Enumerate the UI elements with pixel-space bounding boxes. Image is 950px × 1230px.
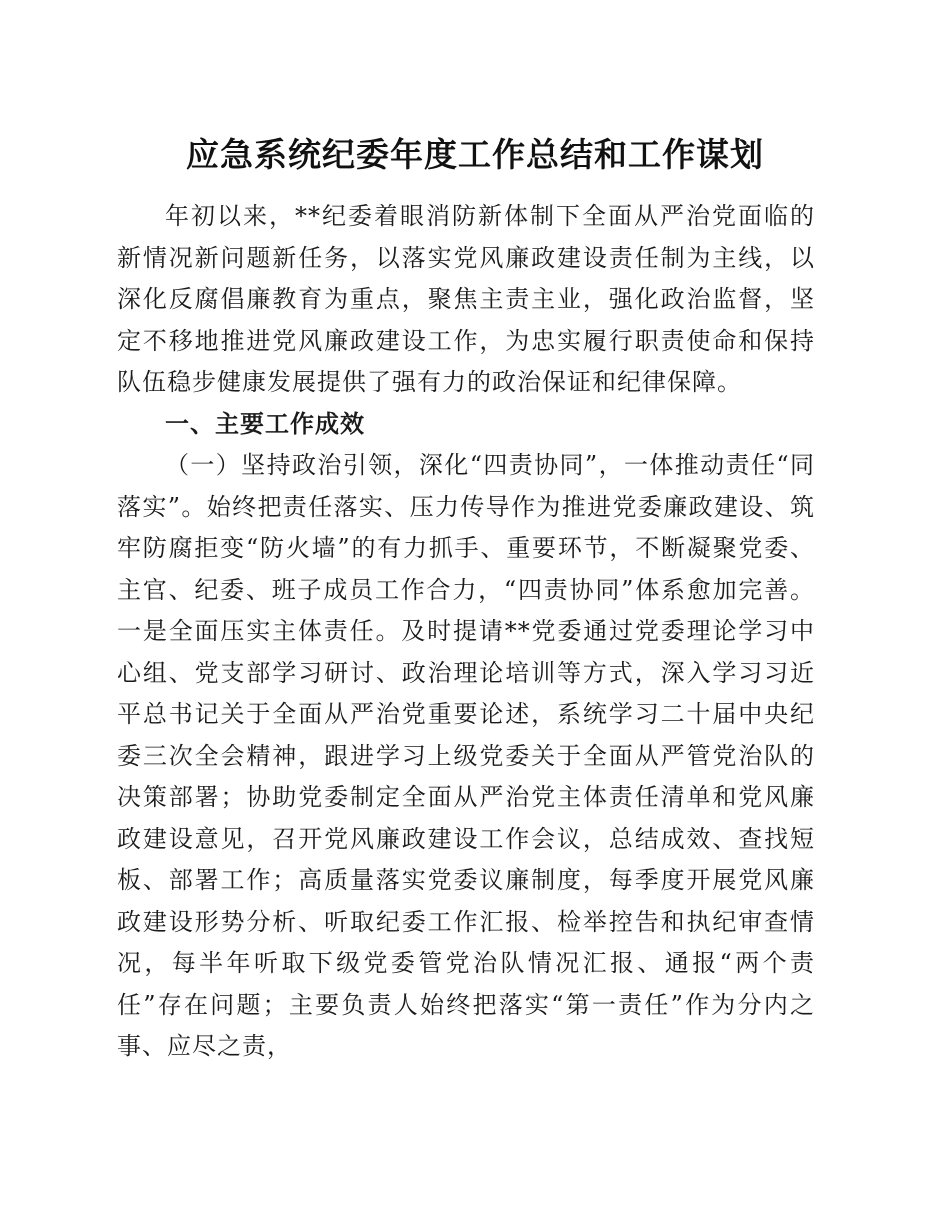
document-title: 应急系统纪委年度工作总结和工作谋划 xyxy=(186,135,764,174)
section-heading: 一、主要工作成效 xyxy=(165,409,365,438)
document-body xyxy=(117,196,815,1068)
intro-paragraph: 年初以来，**纪委着眼消防新体制下全面从严治党面临的新情况新问题新任务，以落实党风廉政建设责任制为主线，以深化反腐倡廉教育为重点，聚焦主责主业，强化政治监督，坚定不移地推进党风廉政建设工作，为忠实履行职责使命和保持队伍稳步健康发展提供了强有力的政治保证和纪律保障。 xyxy=(117,202,815,396)
subsection-body: 始终把责任落实、压力传导作为推进党委廉政建设、筑牢防腐拒变“防火墙”的有力抓手、重要环节，不断凝聚党委、主官、纪委、班子成员工作合力，“四责协同”体系愈加完善。一是全面压实主体责任。及时提请**党委通过党委理论学习中心组、党支部学习研讨、政治理论培训等方式，深入学习习近平总书记关于全面从严治党重要论述，系统学习二十届中央纪委三次全会精神，跟进学习上级党委关于全面从严管党治队的决策部署；协助党委制定全面从严治党主体责任清单和党风廉政建设意见，召开党风廉政建设工作会议，总结成效、查找短板、部署工作；高质量落实党委议廉制度，每季度开展党风廉政建设形势分析、听取纪委工作汇报、检举控告和执纪审查情况，每半年听取下级党委管党治队情况汇报、通报“两个责任”存在问题；主要负责人始终把落实“第一责任”作为分内之事、应尽之责， xyxy=(117,492,815,1060)
subsection-paragraph xyxy=(117,445,815,1068)
subsection-heading: （一）坚持政治引领，深化“四责协同”，一体推动责任“同落实”。 xyxy=(117,451,815,521)
